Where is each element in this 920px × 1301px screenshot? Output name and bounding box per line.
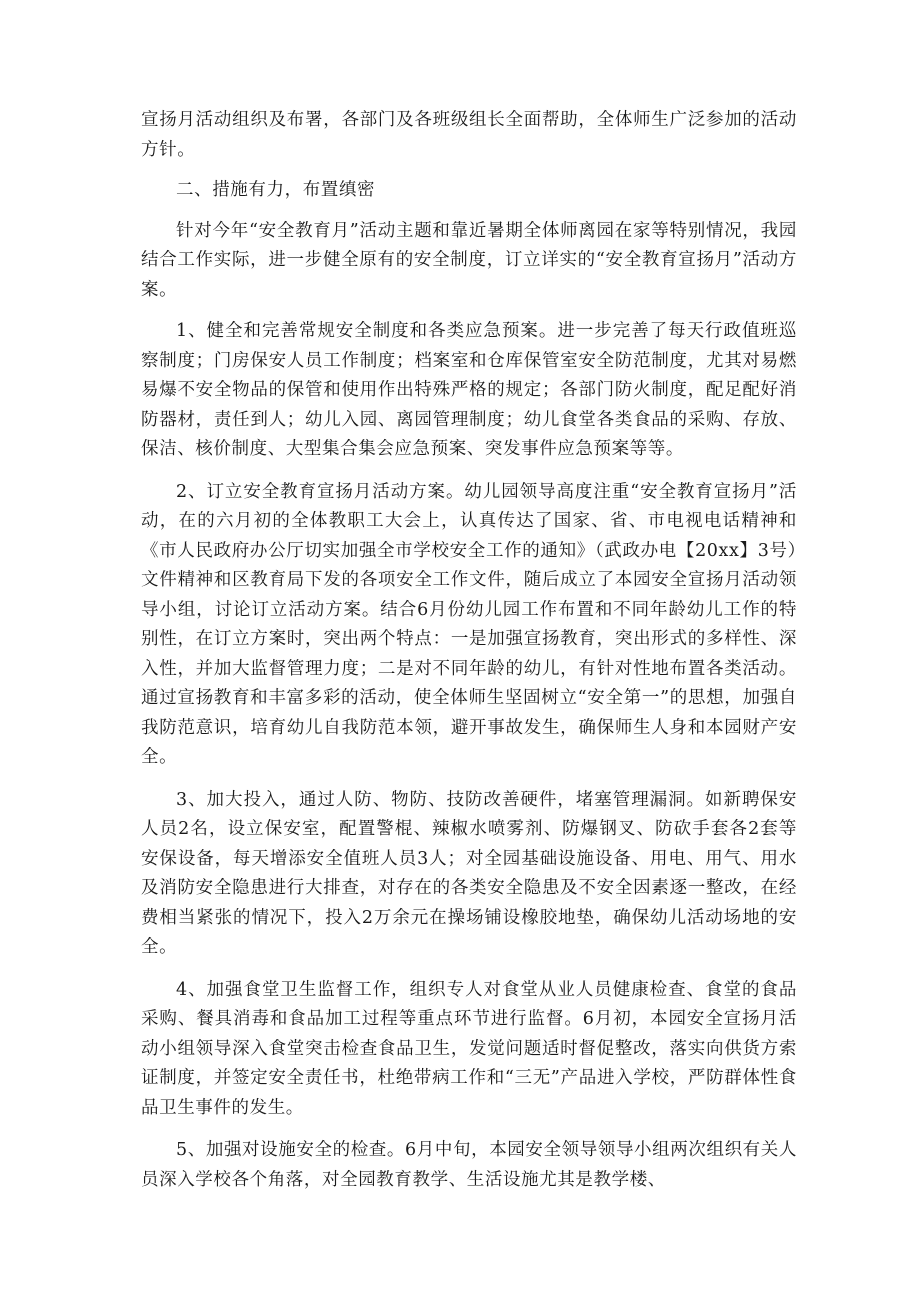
paragraph-item-3: 3、加大投入，通过人防、物防、技防改善硬件，堵塞管理漏洞。如新聘保安人员2名，设立保安室，配置警棍、辣椒水喷雾剂、防爆钢叉、防砍手套各2套等安保设备，每天增添安全值班人员3人；对全园基础设施设备、用电、用气、用水及消防安全隐患进行大排查，对存在的各类安全隐患及不安全因素逐一整改，在经费相当紧张的情况下，投入2万余元在操场铺设橡胶地垫，确保幼儿活动场地的安全。 — [141, 789, 797, 957]
paragraph-continuation: 宣扬月活动组织及布署，各部门及各班级组长全面帮助，全体师生广泛参加的活动方针。 — [141, 110, 797, 160]
document-page — [141, 106, 797, 1195]
section-heading: 二、措施有力，布置缜密 — [176, 180, 376, 200]
paragraph-intro: 针对今年“安全教育月”活动主题和靠近暑期全体师离园在家等特别情况，我园结合工作实际，进一步健全原有的安全制度，订立详实的“安全教育宣扬月”活动方案。 — [141, 220, 797, 300]
paragraph-item-4: 4、加强食堂卫生监督工作，组织专人对食堂从业人员健康检查、食堂的食品采购、餐具消毒和食品加工过程等重点环节进行监督。6月初，本园安全宣扬月活动小组领导深入食堂突击检查食品卫生，发觉问题适时督促整改，落实向供货方索证制度，并签定安全责任书，杜绝带病工作和“三无”产品进入学校，严防群体性食品卫生事件的发生。 — [141, 979, 797, 1118]
paragraph-item-5: 5、加强对设施安全的检查。6月中旬，本园安全领导领导小组两次组织有关人员深入学校各个角落，对全园教育教学、生活设施尤其是教学楼、 — [141, 1140, 797, 1190]
paragraph-item-1: 1、健全和完善常规安全制度和各类应急预案。进一步完善了每天行政值班巡察制度；门房保安人员工作制度；档案室和仓库保管室安全防范制度，尤其对易燃易爆不安全物品的保管和使用作出特殊严格的规定；各部门防火制度，配足配好消防器材，责任到人；幼儿入园、离园管理制度；幼儿食堂各类食品的采购、存放、保洁、核价制度、大型集合集会应急预案、突发事件应急预案等等。 — [141, 321, 797, 459]
paragraph-item-2: 2、订立安全教育宣扬月活动方案。幼儿园领导高度注重“安全教育宣扬月”活动，在的六月初的全体教职工大会上，认真传达了国家、省、市电视电话精神和《市人民政府办公厅切实加强全市学校安全工作的通知》（武政办电【20xx】3号）文件精神和区教育局下发的各项安全工作文件，随后成立了本园安全宣扬月活动领导小组，讨论订立活动方案。结合6月份幼儿园工作布置和不同年龄幼儿工作的特别性，在订立方案时，突出两个特点：一是加强宣扬教育，突出形式的多样性、深入性，并加大监督管理力度；二是对不同年龄的幼儿，有针对性地布置各类活动。通过宣扬教育和丰富多彩的活动，使全体师生坚固树立“安全第一”的思想，加强自我防范意识，培育幼儿自我防范本领，避开事故发生，确保师生人身和本园财产安全。 — [141, 481, 797, 767]
